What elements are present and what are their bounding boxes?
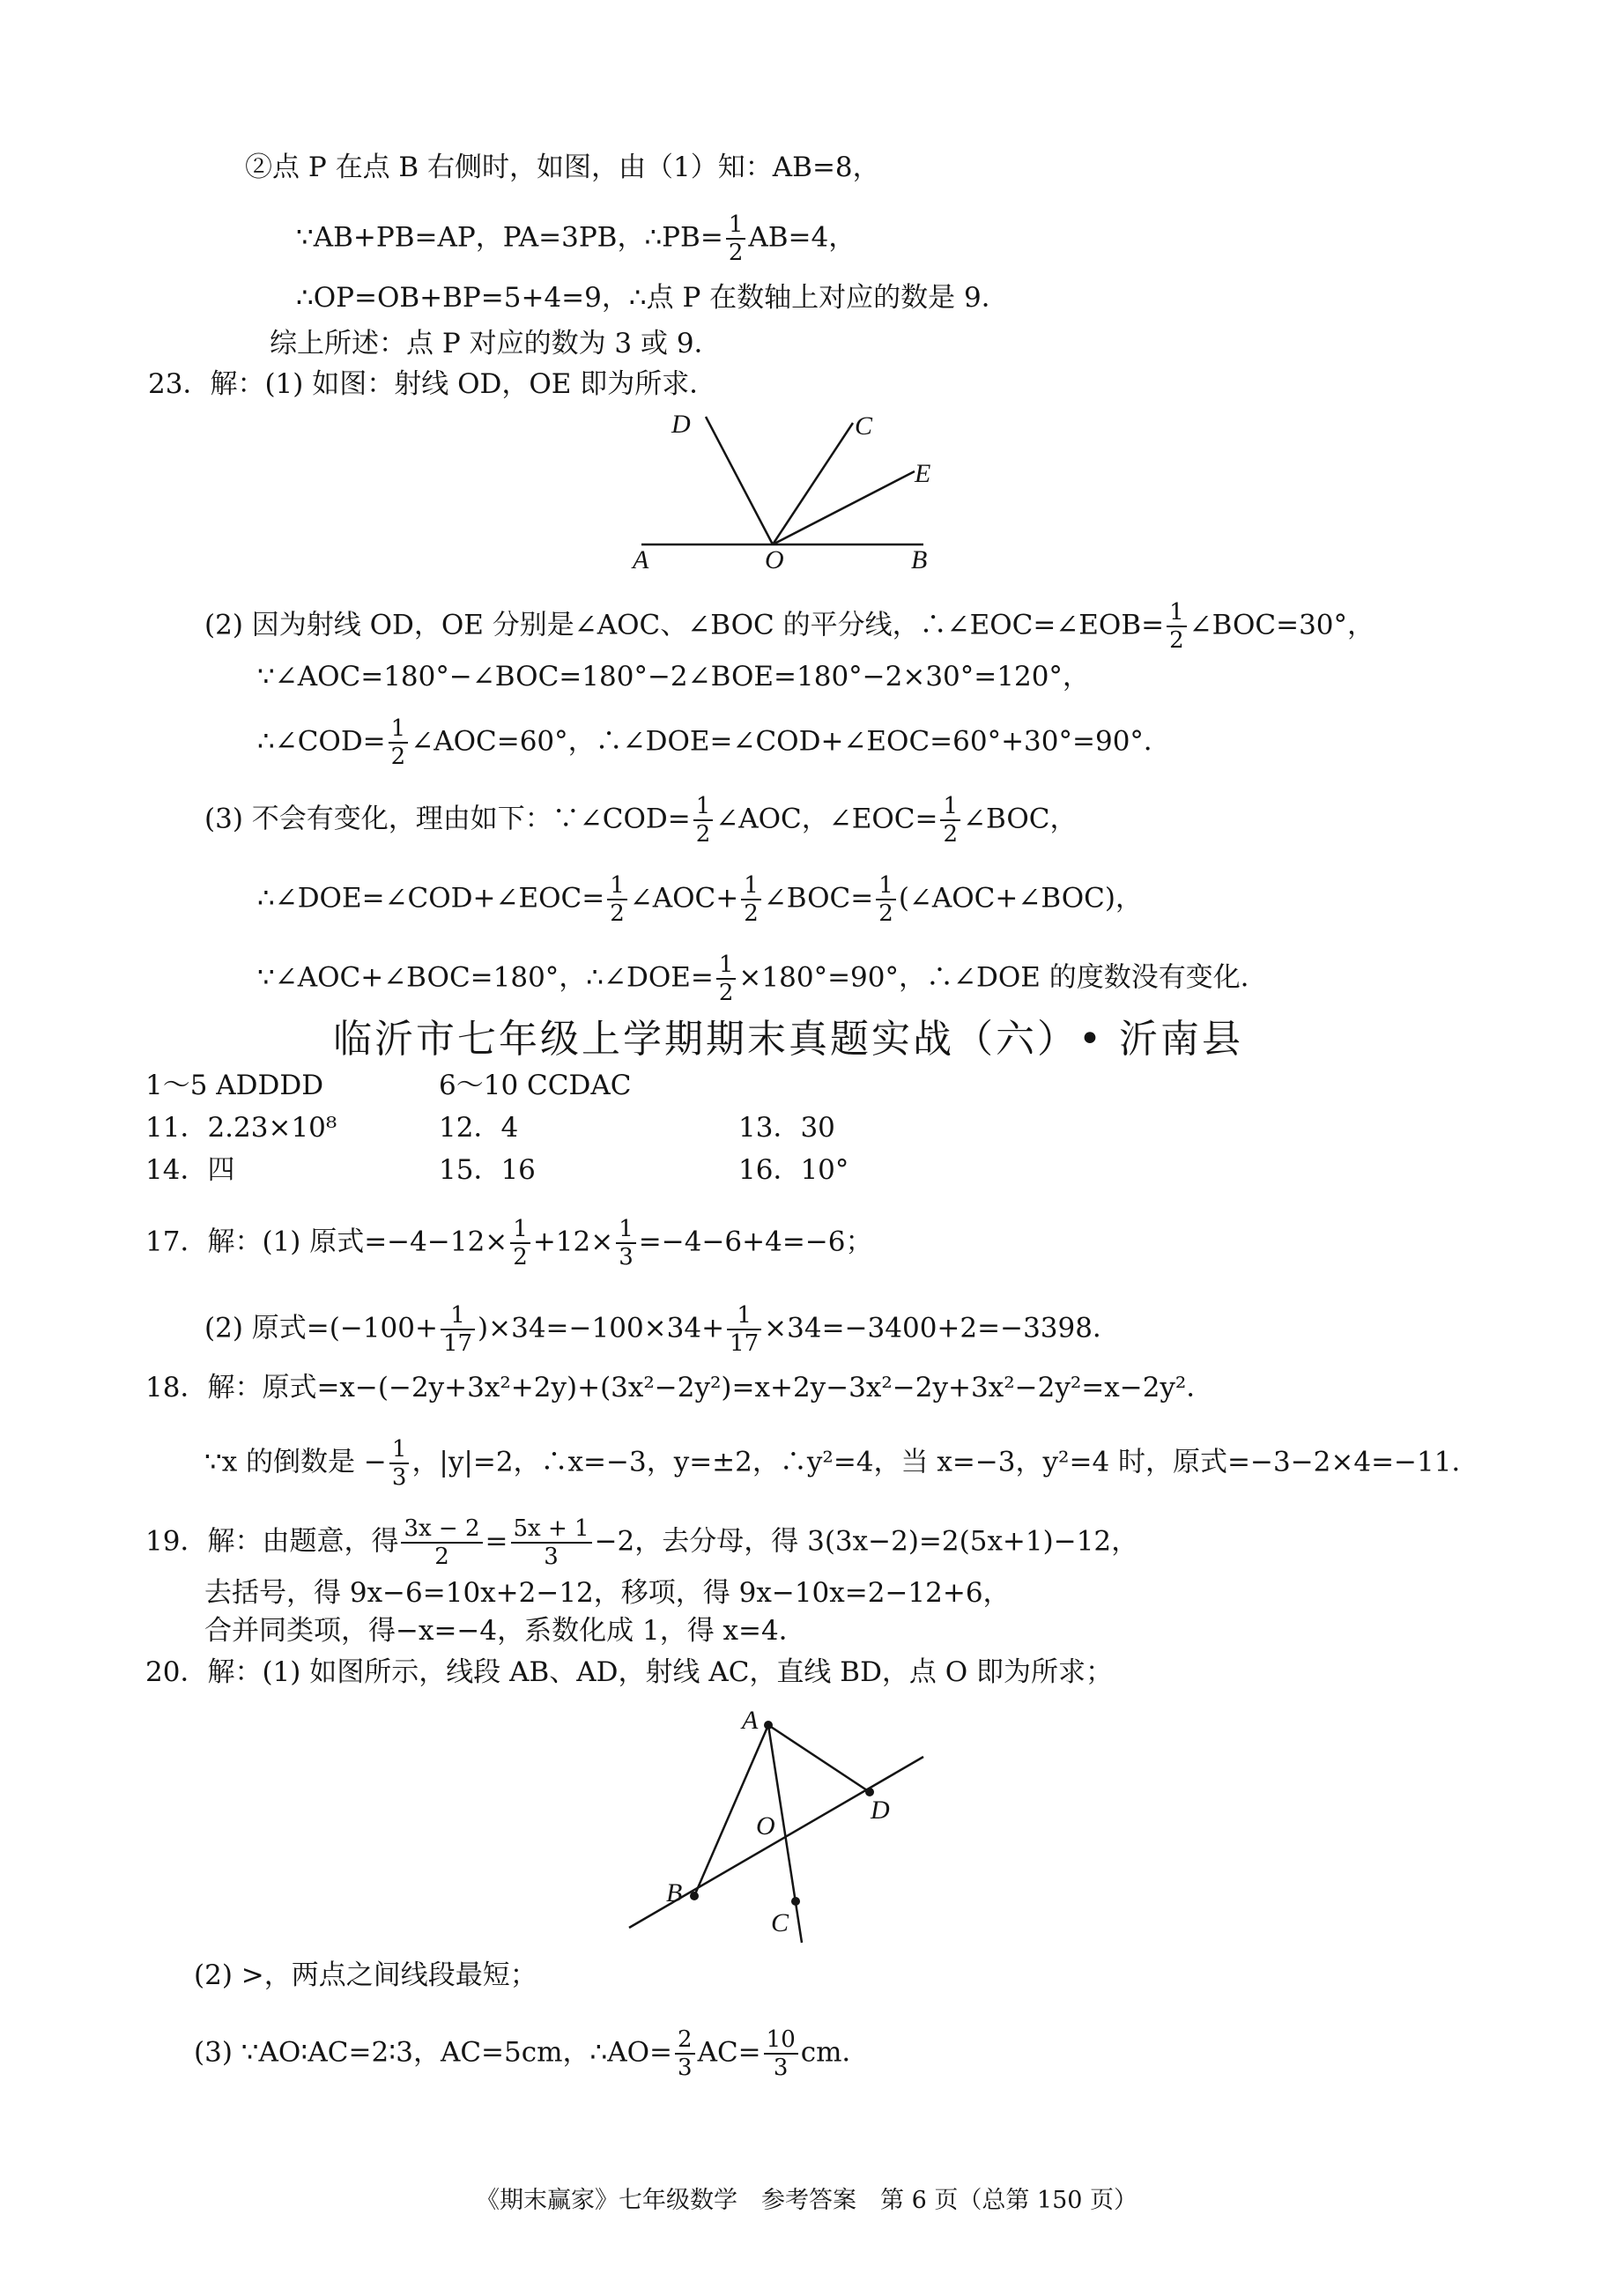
text-line: ②点 P 在点 B 右侧时，如图，由（1）知：AB=8， (245, 152, 880, 183)
page-footer: 《期末赢家》七年级数学 参考答案 第 6 页（总第 150 页） (476, 2187, 1138, 2214)
text-line: 去括号，得 9x−6=10x+2−12，移项，得 9x−10x=2−12+6， (204, 1577, 1011, 1609)
answer-cell: 6～10 CCDAC (439, 1070, 632, 1101)
text-line: ∵∠AOC=180°−∠BOC=180°−2∠BOE=180°−2×30°=120°， (257, 661, 1090, 693)
fraction: $\frac{1}{2}$ (726, 211, 746, 266)
segment-ad (768, 1725, 870, 1792)
label-a: A (742, 1706, 759, 1735)
fraction: $\frac{1}{2}$ (876, 872, 896, 927)
label-b: B (911, 545, 928, 574)
fraction: $\frac{1}{2}$ (389, 715, 409, 770)
label-o: O (756, 1811, 775, 1841)
fraction: $\frac{1}{3}$ (389, 1436, 410, 1491)
label-a: A (633, 545, 649, 574)
ray-oc (773, 423, 853, 544)
ray-oe (773, 471, 915, 544)
answer-cell: 12．4 (439, 1112, 519, 1144)
text-line: ∴∠DOE=∠COD+∠EOC= $\frac{1}{2}$ ∠AOC+ $\frac{1}{2}$ ∠BOC= $\frac{1}{2}$ (∠AOC+∠BOC)， (257, 872, 1143, 927)
fraction: $\frac{1}{2}$ (693, 793, 714, 848)
text-line: ∵x 的倒数是 − $\frac{1}{3}$ ，|y|=2，∴x=−3，y=±2，∴y²=4，当 x=−3，y²=4 时，原式=−3−2×4=−11． (204, 1436, 1479, 1491)
label-c: C (855, 411, 873, 441)
fraction: $\frac{1}{2}$ (741, 872, 761, 927)
point-b (690, 1892, 699, 1900)
text-line: 18．解：原式=x−(−2y+3x²+2y)+(3x²−2y²)=x+2y−3x²−2y+3x²−2y²=x−2y²． (145, 1372, 1214, 1404)
text-line: (2) 原式=(−100+ $\frac{1}{17}$ )×34=−100×34+ $\frac{1}{17}$ ×34=−3400+2=−3398． (204, 1302, 1120, 1357)
text-line: 23．解：(1) 如图：射线 OD，OE 即为所求． (148, 368, 717, 400)
text-line: (2) 因为射线 OD，OE 分别是∠AOC、∠BOC 的平分线，∴∠EOC=∠EOB= $\frac{1}{2}$ ∠BOC=30°， (204, 599, 1375, 654)
answer-cell: 16．10° (738, 1154, 849, 1186)
text-line: ∵∠AOC+∠BOC=180°，∴∠DOE= $\frac{1}{2}$ ×180°=90°，∴∠DOE 的度数没有变化． (257, 952, 1268, 1006)
section-heading: 临沂市七年级上学期期末真题实战（六）• 沂南县 (333, 1017, 1243, 1062)
fraction: $\frac{1}{17}$ (727, 1302, 761, 1357)
fraction: $\frac{1}{2}$ (607, 872, 627, 927)
fraction: $\frac{1}{2}$ (716, 952, 737, 1006)
text-line: 综上所述：点 P 对应的数为 3 或 9． (270, 328, 722, 359)
fraction: $\frac{2}{3}$ (675, 2026, 695, 2081)
answer-cell: 11．2.23×10⁸ (145, 1112, 337, 1144)
point-a (764, 1721, 773, 1729)
fraction: $\frac{1}{3}$ (616, 1216, 636, 1270)
ray-od (706, 417, 773, 544)
text-line: 合并同类项，得−x=−4，系数化成 1，得 x=4． (204, 1615, 806, 1647)
text-line: 19．解：由题意，得 $\frac{3x - 2}{2}$ = $\frac{5x + 1}{3}$ −2，去分母，得 3(3x−2)=2(5x+1)−12， (145, 1515, 1139, 1570)
fraction: $\frac{1}{17}$ (441, 1302, 475, 1357)
fraction: $\frac{10}{3}$ (764, 2026, 798, 2081)
answer-cell: 1～5 ADDDD (145, 1070, 324, 1101)
angle-figure (617, 401, 952, 577)
segment-ab (694, 1725, 768, 1896)
text-line: ∵AB+PB=AP，PA=3PB，∴PB= $\frac{1}{2}$ AB=4， (296, 211, 856, 266)
label-d: D (871, 1796, 890, 1825)
answer-cell: 15．16 (439, 1154, 536, 1186)
geometry-figure (617, 1700, 952, 1956)
answer-cell: 13．30 (738, 1112, 835, 1144)
fraction: $\frac{1}{2}$ (1167, 599, 1187, 654)
label-e: E (915, 459, 931, 488)
label-b: B (666, 1878, 683, 1907)
point-c (791, 1897, 800, 1906)
label-c: C (771, 1908, 789, 1937)
answer-cell: 14．四 (145, 1154, 235, 1186)
text-line: 20．解：(1) 如图所示，线段 AB、AD，射线 AC，直线 BD，点 O 即为所求； (145, 1656, 1114, 1688)
text-line: 17．解：(1) 原式=−4−12× $\frac{1}{2}$ +12× $\frac{1}{3}$ =−4−6+4=−6； (145, 1216, 873, 1270)
text-line: (3) ∵AO∶AC=2∶3，AC=5cm，∴AO= $\frac{2}{3}$ AC= $\frac{10}{3}$ cm． (194, 2026, 870, 2081)
fraction: $\frac{5x + 1}{3}$ (511, 1515, 592, 1570)
text-line: (3) 不会有变化，理由如下：∵∠COD= $\frac{1}{2}$ ∠AOC，∠EOC= $\frac{1}{2}$ ∠BOC， (204, 793, 1078, 848)
fraction: $\frac{1}{2}$ (940, 793, 960, 848)
label-d: D (671, 410, 691, 439)
fraction: $\frac{3x - 2}{2}$ (401, 1515, 482, 1570)
text-line: (2) >，两点之间线段最短； (194, 1959, 537, 1991)
text-line: ∴OP=OB+BP=5+4=9，∴点 P 在数轴上对应的数是 9． (296, 282, 1009, 314)
fraction: $\frac{1}{2}$ (510, 1216, 530, 1270)
text-line: ∴∠COD= $\frac{1}{2}$ ∠AOC=60°，∴∠DOE=∠COD+∠EOC=60°+30°=90°． (257, 715, 1171, 770)
label-o: O (765, 545, 784, 574)
